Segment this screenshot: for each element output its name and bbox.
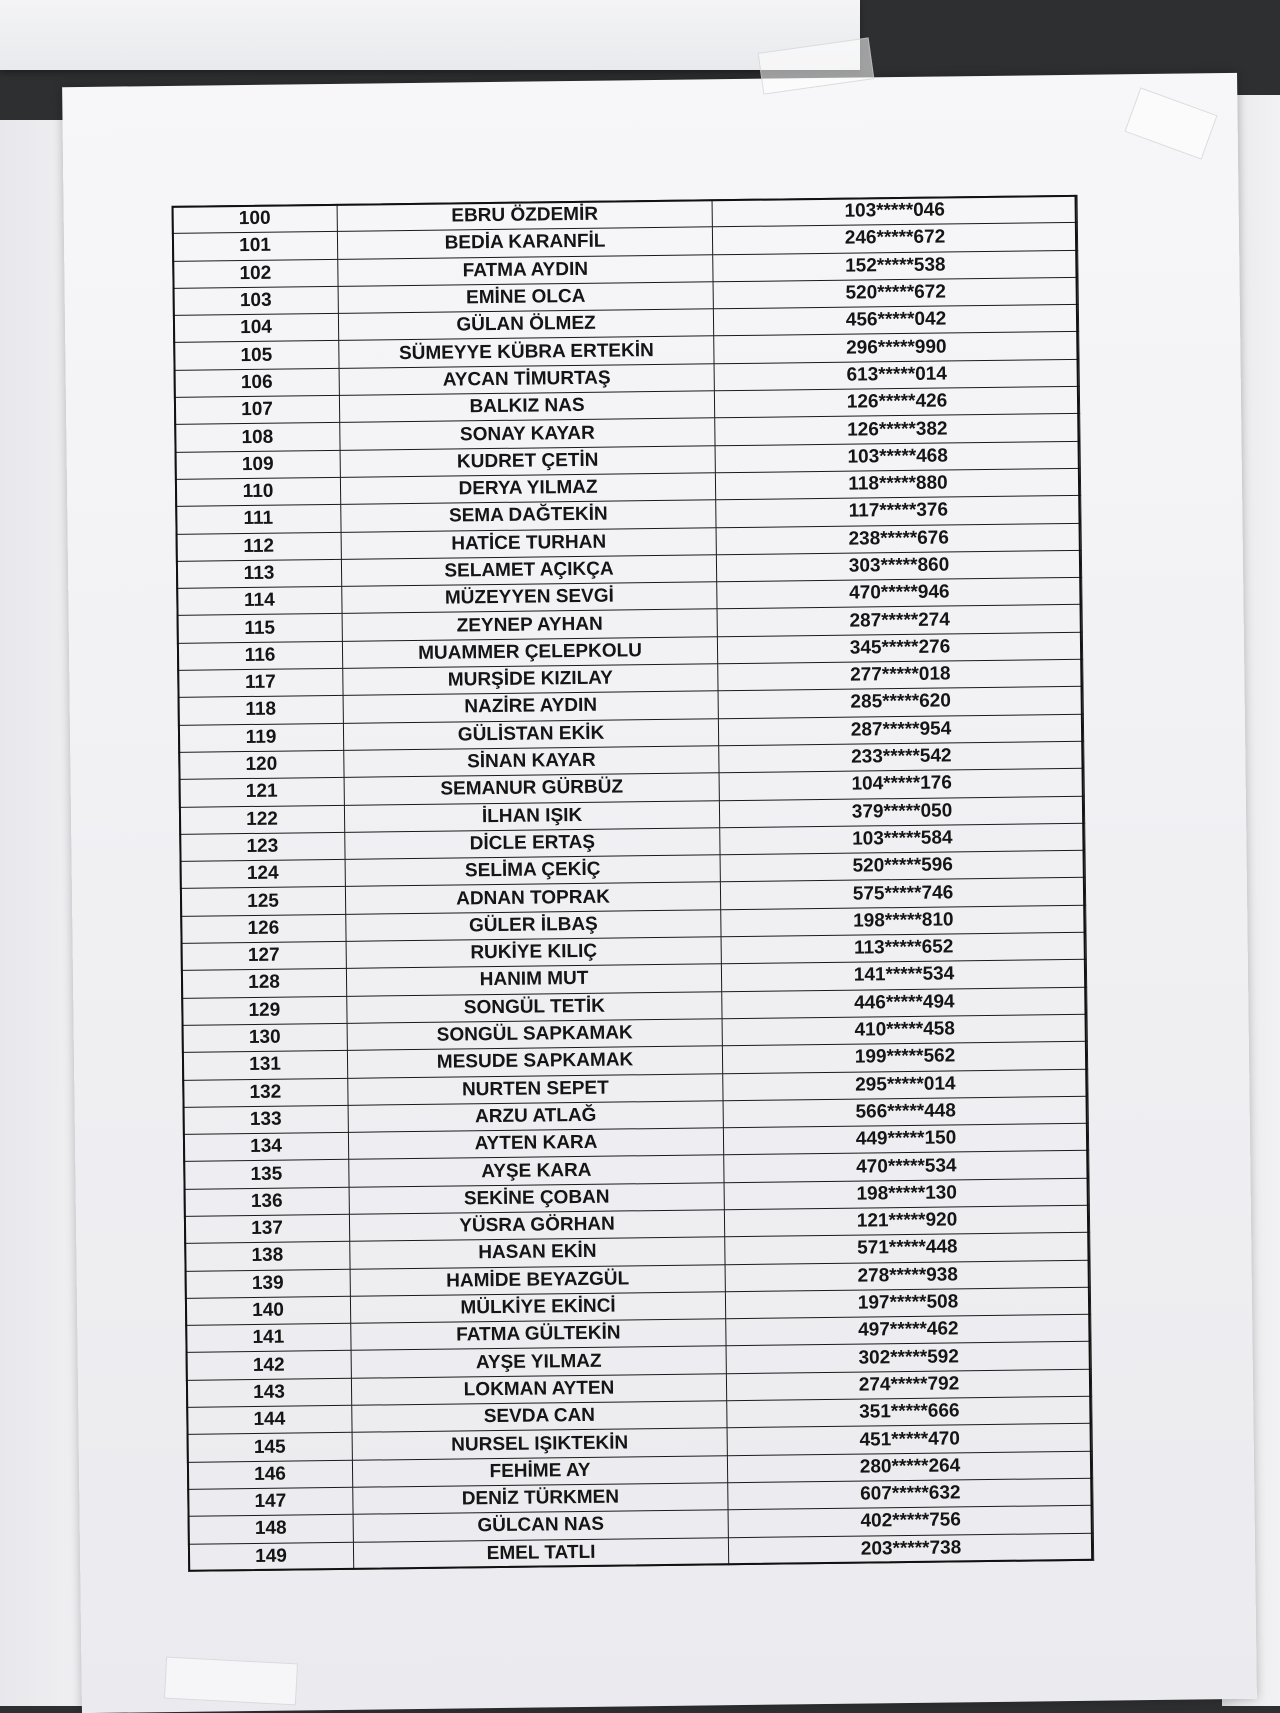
- name-cell: GÜLAN ÖLMEZ: [338, 309, 713, 341]
- id-number-cell: 117*****376: [716, 496, 1081, 528]
- id-number-cell: 575*****746: [720, 878, 1085, 910]
- roster-table: [172, 195, 1095, 1572]
- background-paper-top: [0, 0, 860, 70]
- row-number-cell: 137: [184, 1214, 349, 1243]
- row-number-cell: 111: [176, 505, 341, 534]
- id-number-cell: 203*****738: [728, 1533, 1093, 1565]
- row-number-cell: 131: [182, 1051, 347, 1080]
- row-number-cell: 135: [184, 1160, 349, 1189]
- id-number-cell: 303*****860: [716, 550, 1081, 582]
- name-cell: HATİCE TURHAN: [341, 527, 716, 559]
- name-cell: SEMA DAĞTEKİN: [341, 500, 716, 532]
- name-cell: MUAMMER ÇELEPKOLU: [342, 637, 717, 669]
- row-number-cell: 118: [178, 696, 343, 725]
- name-cell: AYŞE KARA: [349, 1155, 724, 1187]
- id-number-cell: 104*****176: [719, 769, 1084, 801]
- id-number-cell: 278*****938: [725, 1260, 1090, 1292]
- roster-table-body: [172, 195, 1094, 1571]
- id-number-cell: 497*****462: [726, 1314, 1091, 1346]
- row-number-cell: 123: [180, 832, 345, 861]
- name-cell: DİCLE ERTAŞ: [345, 828, 720, 860]
- row-number-cell: 101: [172, 232, 337, 261]
- name-cell: EMİNE OLCA: [338, 282, 713, 314]
- row-number-cell: 144: [187, 1405, 352, 1434]
- row-number-cell: 121: [179, 778, 344, 807]
- name-cell: SELİMA ÇEKİÇ: [345, 855, 720, 887]
- id-number-cell: 274*****792: [726, 1369, 1091, 1401]
- id-number-cell: 246*****672: [712, 223, 1077, 255]
- id-number-cell: 287*****274: [717, 605, 1082, 637]
- name-cell: MÜLKİYE EKİNCİ: [350, 1292, 725, 1324]
- row-number-cell: 105: [174, 341, 339, 370]
- row-number-cell: 104: [173, 314, 338, 343]
- name-cell: HANIM MUT: [346, 964, 721, 996]
- id-number-cell: 449*****150: [723, 1123, 1088, 1155]
- id-number-cell: 141*****534: [721, 960, 1086, 992]
- name-cell: GÜLER İLBAŞ: [346, 909, 721, 941]
- row-number-cell: 122: [179, 805, 344, 834]
- name-cell: HAMİDE BEYAZGÜL: [350, 1264, 725, 1296]
- row-number-cell: 129: [182, 996, 347, 1025]
- id-number-cell: 613*****014: [714, 359, 1079, 391]
- id-number-cell: 126*****426: [714, 386, 1079, 418]
- row-number-cell: 140: [185, 1296, 350, 1325]
- id-number-cell: 302*****592: [726, 1342, 1091, 1374]
- id-number-cell: 103*****468: [715, 441, 1080, 473]
- row-number-cell: 117: [178, 668, 343, 697]
- row-number-cell: 116: [177, 641, 342, 670]
- row-number-cell: 100: [172, 204, 337, 233]
- id-number-cell: 379*****050: [719, 796, 1084, 828]
- row-number-cell: 145: [187, 1433, 352, 1462]
- name-cell: SİNAN KAYAR: [344, 746, 719, 778]
- id-number-cell: 402*****756: [728, 1505, 1093, 1537]
- name-cell: NURTEN SEPET: [348, 1073, 723, 1105]
- row-number-cell: 134: [183, 1132, 348, 1161]
- id-number-cell: 295*****014: [723, 1069, 1088, 1101]
- id-number-cell: 103*****046: [712, 195, 1077, 227]
- id-number-cell: 238*****676: [716, 523, 1081, 555]
- tape-strip: [164, 1657, 298, 1706]
- row-number-cell: 138: [185, 1242, 350, 1271]
- name-cell: GÜLİSTAN EKİK: [343, 718, 718, 750]
- name-cell: KUDRET ÇETİN: [340, 445, 715, 477]
- row-number-cell: 139: [185, 1269, 350, 1298]
- id-number-cell: 410*****458: [722, 1014, 1087, 1046]
- row-number-cell: 141: [186, 1323, 351, 1352]
- name-cell: DERYA YILMAZ: [340, 473, 715, 505]
- name-cell: LOKMAN AYTEN: [351, 1373, 726, 1405]
- id-number-cell: 198*****810: [721, 905, 1086, 937]
- id-number-cell: 126*****382: [715, 414, 1080, 446]
- row-number-cell: 115: [177, 614, 342, 643]
- name-cell: BALKIZ NAS: [339, 391, 714, 423]
- name-cell: EBRU ÖZDEMİR: [337, 200, 712, 232]
- name-cell: AYTEN KARA: [348, 1128, 723, 1160]
- id-number-cell: 121*****920: [724, 1205, 1089, 1237]
- row-number-cell: 149: [188, 1542, 353, 1571]
- name-cell: FATMA GÜLTEKİN: [351, 1319, 726, 1351]
- name-cell: ARZU ATLAĞ: [348, 1101, 723, 1133]
- row-number-cell: 148: [188, 1515, 353, 1544]
- row-number-cell: 132: [183, 1078, 348, 1107]
- name-cell: SELAMET AÇIKÇA: [341, 555, 716, 587]
- id-number-cell: 566*****448: [723, 1096, 1088, 1128]
- row-number-cell: 127: [181, 941, 346, 970]
- id-number-cell: 470*****534: [724, 1151, 1089, 1183]
- id-number-cell: 280*****264: [727, 1451, 1092, 1483]
- id-number-cell: 520*****672: [713, 277, 1078, 309]
- name-cell: AYŞE YILMAZ: [351, 1346, 726, 1378]
- id-number-cell: 571*****448: [725, 1233, 1090, 1265]
- id-number-cell: 113*****652: [721, 932, 1086, 964]
- name-cell: RUKİYE KILIÇ: [346, 937, 721, 969]
- name-cell: MESUDE SAPKAMAK: [347, 1046, 722, 1078]
- row-number-cell: 110: [175, 477, 340, 506]
- row-number-cell: 103: [173, 286, 338, 315]
- id-number-cell: 456*****042: [713, 305, 1078, 337]
- name-cell: MURŞİDE KIZILAY: [343, 664, 718, 696]
- id-number-cell: 103*****584: [720, 823, 1085, 855]
- row-number-cell: 126: [181, 914, 346, 943]
- id-number-cell: 199*****562: [722, 1041, 1087, 1073]
- id-number-cell: 345*****276: [717, 632, 1082, 664]
- id-number-cell: 451*****470: [727, 1424, 1092, 1456]
- id-number-cell: 296*****990: [714, 332, 1079, 364]
- row-number-cell: 108: [175, 423, 340, 452]
- row-number-cell: 106: [174, 368, 339, 397]
- name-cell: SEVDA CAN: [352, 1401, 727, 1433]
- row-number-cell: 113: [176, 559, 341, 588]
- row-number-cell: 107: [174, 395, 339, 424]
- row-number-cell: 133: [183, 1105, 348, 1134]
- row-number-cell: 114: [177, 587, 342, 616]
- name-cell: SEKİNE ÇOBAN: [349, 1182, 724, 1214]
- id-number-cell: 197*****508: [725, 1287, 1090, 1319]
- row-number-cell: 119: [178, 723, 343, 752]
- name-cell: SONAY KAYAR: [340, 418, 715, 450]
- id-number-cell: 152*****538: [713, 250, 1078, 282]
- row-number-cell: 147: [188, 1487, 353, 1516]
- name-cell: SEMANUR GÜRBÜZ: [344, 773, 719, 805]
- id-number-cell: 277*****018: [718, 659, 1083, 691]
- name-cell: ADNAN TOPRAK: [345, 882, 720, 914]
- id-number-cell: 285*****620: [718, 687, 1083, 719]
- row-number-cell: 125: [180, 887, 345, 916]
- id-number-cell: 470*****946: [717, 577, 1082, 609]
- row-number-cell: 112: [176, 532, 341, 561]
- row-number-cell: 130: [182, 1023, 347, 1052]
- name-cell: NURSEL IŞIKTEKİN: [352, 1428, 727, 1460]
- id-number-cell: 118*****880: [715, 468, 1080, 500]
- name-cell: MÜZEYYEN SEVGİ: [342, 582, 717, 614]
- name-cell: SONGÜL TETİK: [347, 991, 722, 1023]
- row-number-cell: 146: [187, 1460, 352, 1489]
- name-cell: DENİZ TÜRKMEN: [353, 1483, 728, 1515]
- id-number-cell: 198*****130: [724, 1178, 1089, 1210]
- name-cell: HASAN EKİN: [350, 1237, 725, 1269]
- name-cell: BEDİA KARANFİL: [337, 227, 712, 259]
- row-number-cell: 128: [181, 969, 346, 998]
- id-number-cell: 446*****494: [722, 987, 1087, 1019]
- name-cell: FATMA AYDIN: [338, 254, 713, 286]
- id-number-cell: 520*****596: [720, 850, 1085, 882]
- row-number-cell: 120: [179, 750, 344, 779]
- id-number-cell: 233*****542: [719, 741, 1084, 773]
- name-cell: SÜMEYYE KÜBRA ERTEKİN: [339, 336, 714, 368]
- row-number-cell: 143: [186, 1378, 351, 1407]
- row-number-cell: 142: [186, 1351, 351, 1380]
- name-cell: GÜLCAN NAS: [353, 1510, 728, 1542]
- name-cell: FEHİME AY: [352, 1455, 727, 1487]
- row-number-cell: 124: [180, 859, 345, 888]
- id-number-cell: 287*****954: [718, 714, 1083, 746]
- row-number-cell: 109: [175, 450, 340, 479]
- name-cell: İLHAN IŞIK: [344, 800, 719, 832]
- roster-table-wrapper: [172, 195, 1094, 1572]
- row-number-cell: 102: [173, 259, 338, 288]
- posted-list-sheet: [62, 73, 1257, 1713]
- name-cell: NAZİRE AYDIN: [343, 691, 718, 723]
- id-number-cell: 607*****632: [728, 1478, 1093, 1510]
- name-cell: YÜSRA GÖRHAN: [349, 1210, 724, 1242]
- id-number-cell: 351*****666: [727, 1396, 1092, 1428]
- name-cell: ZEYNEP AYHAN: [342, 609, 717, 641]
- row-number-cell: 136: [184, 1187, 349, 1216]
- name-cell: EMEL TATLI: [353, 1537, 728, 1569]
- name-cell: SONGÜL SAPKAMAK: [347, 1019, 722, 1051]
- name-cell: AYCAN TİMURTAŞ: [339, 364, 714, 396]
